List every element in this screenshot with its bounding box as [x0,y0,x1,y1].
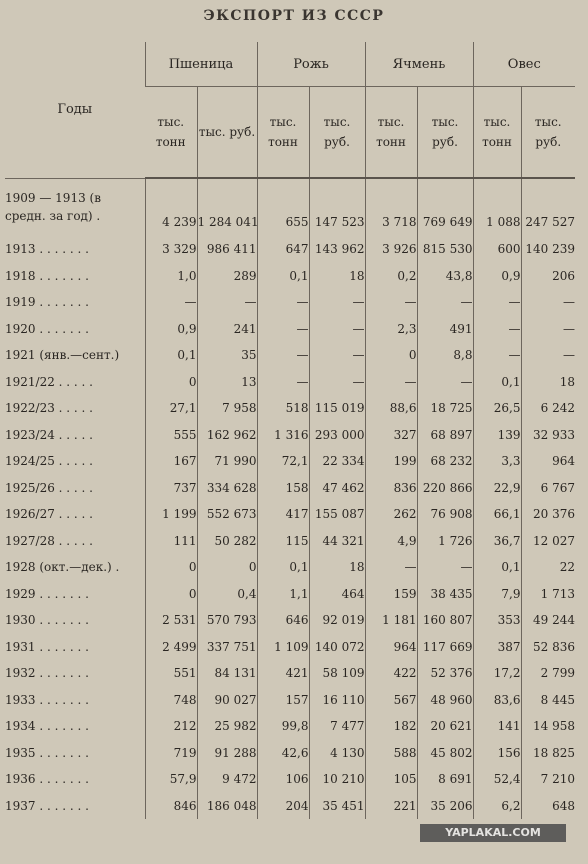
value-cell: 518 [257,395,309,422]
year-cell: 1930 . . . . . . . [5,613,89,628]
year-cell: 1934 . . . . . . . [5,719,89,734]
value-cell: — [365,554,417,581]
value-cell: 45 802 [417,740,473,767]
value-cell: 846 [145,793,197,820]
value-cell: 1 713 [521,581,575,608]
value-cell: 147 523 [309,178,365,236]
value-cell: — [473,289,521,316]
value-cell: 26,5 [473,395,521,422]
value-cell: 0,1 [473,369,521,396]
value-cell: 20 621 [417,713,473,740]
value-cell: 1,0 [145,263,197,290]
value-cell: 99,8 [257,713,309,740]
value-cell: — [473,342,521,369]
value-cell: 50 282 [197,528,257,555]
value-cell: 18 825 [521,740,575,767]
value-cell: 158 [257,475,309,502]
value-cell: 115 [257,528,309,555]
value-cell: — [257,342,309,369]
table-row [5,475,575,502]
value-cell: 212 [145,713,197,740]
year-cell: 1935 . . . . . . . [5,745,89,760]
table-row [5,316,575,343]
table-row [5,554,575,581]
value-cell: 289 [197,263,257,290]
value-cell: 815 530 [417,236,473,263]
table-row [5,263,575,290]
value-cell: 43,8 [417,263,473,290]
value-cell: 42,6 [257,740,309,767]
value-cell: 84 131 [197,660,257,687]
table-row [5,342,575,369]
value-cell: 7 477 [309,713,365,740]
value-cell: 964 [365,634,417,661]
value-cell: 6 767 [521,475,575,502]
value-cell: — [309,289,365,316]
value-cell: 1 284 041 [197,178,257,236]
value-cell: 1 199 [145,501,197,528]
value-cell: 14 958 [521,713,575,740]
value-cell: 32 933 [521,422,575,449]
value-cell: 0,1 [257,554,309,581]
value-cell: 8,8 [417,342,473,369]
value-cell: 35 [197,342,257,369]
unit-header-tons: тыс. тонн [145,87,197,179]
value-cell: 52 376 [417,660,473,687]
value-cell: 4 130 [309,740,365,767]
value-cell: 0,1 [257,263,309,290]
table-row [5,581,575,608]
unit-header-tons: тыс. тонн [257,87,309,179]
value-cell: 143 962 [309,236,365,263]
value-cell: 262 [365,501,417,528]
unit-header-rub: тыс. руб. [309,87,365,179]
table-row [5,369,575,396]
value-cell: 555 [145,422,197,449]
value-cell: 27,1 [145,395,197,422]
year-cell: 1924/25 . . . . . [5,454,93,469]
value-cell: 0,1 [473,554,521,581]
value-cell: 3 926 [365,236,417,263]
value-cell: 2 531 [145,607,197,634]
value-cell: 1 726 [417,528,473,555]
value-cell: 16 110 [309,687,365,714]
value-cell: 2,3 [365,316,417,343]
value-cell: 7,9 [473,581,521,608]
table-row [5,713,575,740]
table-row [5,395,575,422]
value-cell: 18 [309,263,365,290]
value-cell: 68 232 [417,448,473,475]
value-cell: 167 [145,448,197,475]
export-table [5,42,575,819]
value-cell: 72,1 [257,448,309,475]
year-cell: 1913 . . . . . . . [5,242,89,257]
value-cell: 387 [473,634,521,661]
value-cell: 655 [257,178,309,236]
group-header-wheat: Пшеница [145,42,257,87]
value-cell: 140 239 [521,236,575,263]
value-cell: 748 [145,687,197,714]
value-cell: — [309,316,365,343]
value-cell: — [309,369,365,396]
value-cell: 241 [197,316,257,343]
value-cell: 7 958 [197,395,257,422]
value-cell: 18 [309,554,365,581]
value-cell: 91 288 [197,740,257,767]
value-cell: — [417,369,473,396]
value-cell: 199 [365,448,417,475]
value-cell: 221 [365,793,417,820]
value-cell: 155 087 [309,501,365,528]
value-cell: — [365,369,417,396]
table-row [5,501,575,528]
value-cell: 105 [365,766,417,793]
unit-header-rub: тыс. руб. [521,87,575,179]
value-cell: 6 242 [521,395,575,422]
value-cell: 156 [473,740,521,767]
value-cell: 141 [473,713,521,740]
value-cell: 10 210 [309,766,365,793]
value-cell: 83,6 [473,687,521,714]
group-header-oats: Овес [473,42,575,87]
value-cell: 836 [365,475,417,502]
value-cell: 159 [365,581,417,608]
value-cell: — [309,342,365,369]
value-cell: 186 048 [197,793,257,820]
value-cell: — [521,289,575,316]
value-cell: — [145,289,197,316]
value-cell: 9 472 [197,766,257,793]
value-cell: 20 376 [521,501,575,528]
value-cell: 35 451 [309,793,365,820]
value-cell: 417 [257,501,309,528]
value-cell: 570 793 [197,607,257,634]
value-cell: — [197,289,257,316]
value-cell: — [257,289,309,316]
group-header-rye: Рожь [257,42,365,87]
value-cell: 327 [365,422,417,449]
value-cell: 567 [365,687,417,714]
value-cell: 204 [257,793,309,820]
year-cell: 1937 . . . . . . . [5,798,89,813]
value-cell: 737 [145,475,197,502]
value-cell: — [417,289,473,316]
value-cell: 22,9 [473,475,521,502]
value-cell: 337 751 [197,634,257,661]
value-cell: 220 866 [417,475,473,502]
value-cell: 0,9 [145,316,197,343]
year-cell: 1925/26 . . . . . [5,480,93,495]
table-row [5,236,575,263]
value-cell: 18 [521,369,575,396]
value-cell: 1,1 [257,581,309,608]
value-cell: 140 072 [309,634,365,661]
value-cell: 588 [365,740,417,767]
value-cell: 353 [473,607,521,634]
value-cell: 49 244 [521,607,575,634]
unit-header-tons: тыс. тонн [473,87,521,179]
table-row [5,422,575,449]
value-cell: 551 [145,660,197,687]
value-cell: 22 [521,554,575,581]
value-cell: 48 960 [417,687,473,714]
value-cell: 3 718 [365,178,417,236]
value-cell: 18 725 [417,395,473,422]
value-cell: 422 [365,660,417,687]
year-cell: 1929 . . . . . . . [5,586,89,601]
value-cell: 13 [197,369,257,396]
year-cell: 1936 . . . . . . . [5,772,89,787]
value-cell: 0 [197,554,257,581]
year-cell: 1932 . . . . . . . [5,666,89,681]
year-cell: 1928 (окт.—дек.) . [5,560,120,575]
value-cell: 0,1 [145,342,197,369]
years-header: Годы [5,42,145,178]
table-row [5,687,575,714]
value-cell: 35 206 [417,793,473,820]
value-cell: 8 691 [417,766,473,793]
table-body [5,178,575,819]
value-cell: 769 649 [417,178,473,236]
value-cell: 115 019 [309,395,365,422]
table-row [5,178,575,236]
value-cell: 0 [145,369,197,396]
value-cell: 0,2 [365,263,417,290]
value-cell: 7 210 [521,766,575,793]
table-row [5,289,575,316]
value-cell: 68 897 [417,422,473,449]
value-cell: 92 019 [309,607,365,634]
value-cell: 4 239 [145,178,197,236]
unit-header-rub: тыс. руб. [197,87,257,179]
value-cell: — [257,316,309,343]
table-row [5,766,575,793]
value-cell: 464 [309,581,365,608]
value-cell: — [521,316,575,343]
table-row [5,740,575,767]
value-cell: 162 962 [197,422,257,449]
unit-header-rub: тыс. руб. [417,87,473,179]
value-cell: 1 316 [257,422,309,449]
value-cell: 8 445 [521,687,575,714]
year-cell: 1909 — 1913 (в средн. за год) . [5,191,101,224]
value-cell: 421 [257,660,309,687]
table-row [5,607,575,634]
value-cell: 71 990 [197,448,257,475]
value-cell: 1 181 [365,607,417,634]
value-cell: 90 027 [197,687,257,714]
value-cell: 111 [145,528,197,555]
value-cell: 0 [365,342,417,369]
value-cell: 648 [521,793,575,820]
group-header-barley: Ячмень [365,42,473,87]
value-cell: 47 462 [309,475,365,502]
value-cell: 66,1 [473,501,521,528]
value-cell: 1 109 [257,634,309,661]
value-cell: — [473,316,521,343]
year-cell: 1921/22 . . . . . [5,374,93,389]
value-cell: 964 [521,448,575,475]
value-cell: 12 027 [521,528,575,555]
value-cell: 719 [145,740,197,767]
value-cell: 117 669 [417,634,473,661]
value-cell: 247 527 [521,178,575,236]
value-cell: 600 [473,236,521,263]
value-cell: 0 [145,581,197,608]
year-cell: 1919 . . . . . . . [5,295,89,310]
value-cell: 491 [417,316,473,343]
value-cell: 52 836 [521,634,575,661]
value-cell: — [365,289,417,316]
value-cell: 17,2 [473,660,521,687]
table-row [5,660,575,687]
value-cell: 6,2 [473,793,521,820]
year-cell: 1920 . . . . . . . [5,321,89,336]
value-cell: 986 411 [197,236,257,263]
value-cell: 646 [257,607,309,634]
value-cell: 552 673 [197,501,257,528]
value-cell: 4,9 [365,528,417,555]
value-cell: 139 [473,422,521,449]
value-cell: 647 [257,236,309,263]
value-cell: 0,9 [473,263,521,290]
value-cell: 2 799 [521,660,575,687]
year-cell: 1921 (янв.—сент.) [5,348,120,363]
value-cell: 0,4 [197,581,257,608]
value-cell: 88,6 [365,395,417,422]
year-cell: 1927/28 . . . . . [5,533,93,548]
watermark: YAPLAKAL.COM [420,824,566,842]
value-cell: 38 435 [417,581,473,608]
value-cell: 160 807 [417,607,473,634]
value-cell: 3 329 [145,236,197,263]
year-cell: 1926/27 . . . . . [5,507,93,522]
value-cell: 58 109 [309,660,365,687]
year-cell: 1931 . . . . . . . [5,639,89,654]
value-cell: — [417,554,473,581]
unit-header-tons: тыс. тонн [365,87,417,179]
value-cell: 22 334 [309,448,365,475]
value-cell: 0 [145,554,197,581]
value-cell: 25 982 [197,713,257,740]
year-cell: 1933 . . . . . . . [5,692,89,707]
year-cell: 1918 . . . . . . . [5,268,89,283]
value-cell: 334 628 [197,475,257,502]
table-row [5,448,575,475]
value-cell: 157 [257,687,309,714]
table-row [5,793,575,820]
value-cell: 57,9 [145,766,197,793]
value-cell: 293 000 [309,422,365,449]
value-cell: 3,3 [473,448,521,475]
value-cell: 36,7 [473,528,521,555]
value-cell: 206 [521,263,575,290]
year-cell: 1922/23 . . . . . [5,401,93,416]
value-cell: 182 [365,713,417,740]
value-cell: 2 499 [145,634,197,661]
value-cell: 44 321 [309,528,365,555]
value-cell: — [521,342,575,369]
table-row [5,634,575,661]
page-title: ЭКСПОРТ ИЗ СССР [203,8,385,24]
value-cell: 106 [257,766,309,793]
value-cell: 52,4 [473,766,521,793]
value-cell: — [257,369,309,396]
table-row [5,528,575,555]
value-cell: 76 908 [417,501,473,528]
year-cell: 1923/24 . . . . . [5,427,93,442]
value-cell: 1 088 [473,178,521,236]
